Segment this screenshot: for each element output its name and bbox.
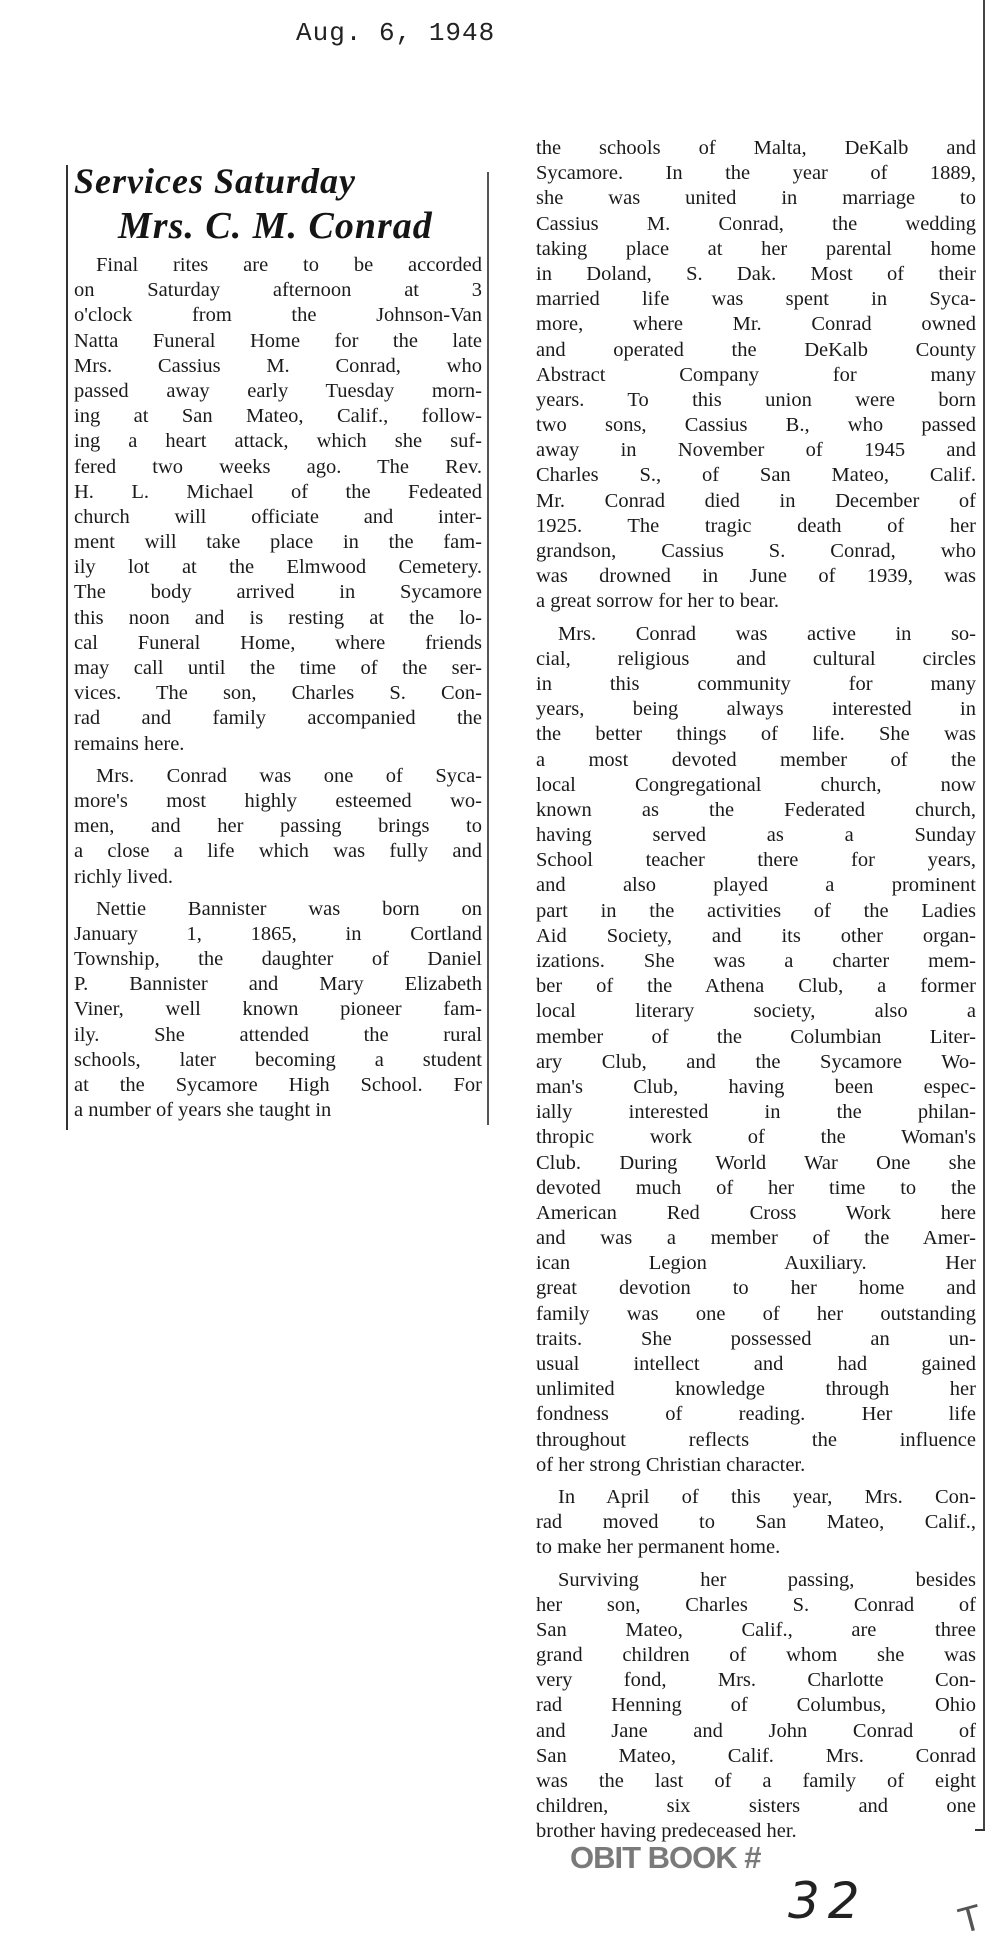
article-line: fered two weeks ago. The Rev.	[74, 455, 482, 478]
article-line: Abstract Company for many	[536, 363, 976, 386]
article-line: Natta Funeral Home for the late	[74, 329, 482, 352]
article-line: H. L. Michael of the Fedeated	[74, 480, 482, 503]
article-line: Mrs. Conrad was one of Syca-	[96, 764, 482, 787]
article-line: San Mateo, Calif. Mrs. Conrad	[536, 1744, 976, 1767]
article-line: men, and her passing brings to	[74, 815, 482, 838]
article-line: ber of the Athena Club, a former	[536, 975, 976, 998]
article-line: o'clock from the Johnson-Van	[74, 304, 482, 327]
handwritten-number: 32	[788, 1872, 868, 1930]
article-line: Aid Society, and its other organ-	[536, 924, 976, 947]
article-line: a most devoted member of the	[536, 748, 976, 771]
article-line: ing at San Mateo, Calif., follow-	[74, 405, 482, 428]
left-article-column	[74, 253, 482, 1123]
left-column-rule	[66, 165, 68, 1130]
article-line: Charles S., of San Mateo, Calif.	[536, 464, 976, 487]
article-paragraph	[536, 1568, 976, 1845]
article-line: at the Sycamore High School. For	[74, 1074, 482, 1096]
article-line: married life was spent in Syca-	[536, 288, 976, 311]
article-line: in this community for many	[536, 672, 976, 695]
article-line: Township, the daughter of Daniel	[74, 948, 482, 971]
article-line: and also played a prominent	[536, 874, 976, 897]
article-line: ing a heart attack, which she suf-	[74, 430, 482, 453]
article-line: San Mateo, Calif., are three	[536, 1618, 976, 1641]
article-line: ican Legion Auxiliary. Her	[536, 1252, 976, 1275]
article-line: to make her permanent home.	[536, 1536, 781, 1559]
article-line: of her strong Christian character.	[536, 1453, 806, 1476]
article-line: local Congregational church, now	[536, 773, 976, 796]
article-paragraph	[536, 622, 976, 1478]
article-line: rad moved to San Mateo, Calif.,	[536, 1511, 976, 1534]
article-line: rad Henning of Columbus, Ohio	[536, 1694, 976, 1717]
article-line: ary Club, and the Sycamore Wo-	[536, 1050, 976, 1073]
article-line: Club. During World War One she	[536, 1151, 976, 1174]
article-line: richly lived.	[74, 865, 174, 888]
article-line: this noon and is resting at the lo-	[74, 606, 482, 629]
headline-line-1: Services Saturday	[74, 161, 356, 201]
article-line: Final rites are to be accorded	[96, 254, 482, 276]
article-line: In April of this year, Mrs. Con-	[558, 1485, 976, 1508]
article-paragraph	[536, 1485, 976, 1561]
article-line: traits. She possessed an un-	[536, 1327, 976, 1350]
article-line: very fond, Mrs. Charlotte Con-	[536, 1669, 976, 1692]
article-paragraph	[74, 764, 482, 890]
right-article-column	[536, 136, 976, 1845]
column-divider-rule	[487, 172, 489, 1125]
article-line: devoted much of her time to the	[536, 1176, 976, 1199]
article-line: years, being always interested in	[536, 698, 976, 721]
dateline: Aug. 6, 1948	[296, 18, 496, 48]
article-line: P. Bannister and Mary Elizabeth	[74, 973, 482, 996]
right-column-rule	[983, 0, 985, 1830]
article-line: a number of years she taught in	[74, 1099, 332, 1122]
article-line: ily lot at the Elmwood Cemetery.	[74, 556, 482, 579]
article-line: more, where Mr. Conrad owned	[536, 313, 976, 336]
article-line: Surviving her passing, besides	[558, 1568, 976, 1591]
article-line: and was a member of the Amer-	[536, 1227, 976, 1250]
article-line: thropic work of the Woman's	[536, 1126, 976, 1149]
article-line: grandson, Cassius S. Conrad, who	[536, 540, 976, 562]
article-line: on Saturday afternoon at 3	[74, 279, 482, 302]
article-line: brother having predeceased her.	[536, 1820, 797, 1843]
article-paragraph	[74, 253, 482, 757]
article-line: Cassius M. Conrad, the wedding	[536, 212, 976, 235]
article-line: man's Club, having been espec-	[536, 1075, 976, 1098]
article-line: Sycamore. In the year of 1889,	[536, 162, 976, 185]
article-line: passed away early Tuesday morn-	[74, 379, 482, 402]
article-line: the schools of Malta, DeKalb and	[536, 137, 976, 159]
article-line: cal Funeral Home, where friends	[74, 631, 482, 654]
article-line: may call until the time of the ser-	[74, 657, 482, 679]
article-line: remains here.	[74, 732, 185, 755]
article-line: January 1, 1865, in Cortland	[74, 922, 482, 945]
corner-pencil-mark: T	[955, 1897, 986, 1943]
article-line: Nettie Bannister was born on	[96, 897, 482, 920]
article-line: children, six sisters and one	[536, 1795, 976, 1818]
article-line: having served as a Sunday	[536, 824, 976, 847]
article-line: local literary society, also a	[536, 1000, 976, 1023]
article-line: American Red Cross Work here	[536, 1201, 976, 1224]
article-line: and operated the DeKalb County	[536, 338, 976, 361]
article-line: was the last of a family of eight	[536, 1770, 976, 1792]
bottom-corner-rule	[975, 1829, 985, 1831]
article-line: two sons, Cassius B., who passed	[536, 414, 976, 437]
article-line: family was one of her outstanding	[536, 1302, 976, 1325]
article-line: ment will take place in the fam-	[74, 531, 482, 554]
article-line: fondness of reading. Her life	[536, 1403, 976, 1426]
article-line: vices. The son, Charles S. Con-	[74, 682, 482, 705]
article-line: taking place at her parental home	[536, 237, 976, 260]
article-line: Mr. Conrad died in December of	[536, 489, 976, 512]
article-line: Viner, well known pioneer fam-	[74, 998, 482, 1021]
article-line: a great sorrow for her to bear.	[536, 590, 780, 613]
article-paragraph	[74, 897, 482, 1124]
article-line: the better things of life. She was	[536, 723, 976, 746]
article-line: more's most highly esteemed wo-	[74, 789, 482, 812]
article-line: izations. She was a charter mem-	[536, 950, 976, 972]
article-line: great devotion to her home and	[536, 1277, 976, 1300]
article-line: was drowned in June of 1939, was	[536, 565, 976, 588]
article-line: throughout reflects the influence	[536, 1428, 976, 1451]
article-line: her son, Charles S. Conrad of	[536, 1593, 976, 1616]
article-line: schools, later becoming a student	[74, 1048, 482, 1071]
article-line: usual intellect and had gained	[536, 1353, 976, 1375]
obit-book-stamp: OBIT BOOK #	[570, 1840, 761, 1875]
article-line: cial, religious and cultural circles	[536, 647, 976, 670]
article-line: she was united in marriage to	[536, 187, 976, 210]
article-line: known as the Federated church,	[536, 798, 976, 821]
article-line: ially interested in the philan-	[536, 1101, 976, 1124]
article-line: Mrs. Conrad was active in so-	[558, 622, 976, 645]
article-line: rad and family accompanied the	[74, 707, 482, 730]
article-line: 1925. The tragic death of her	[536, 514, 976, 537]
article-line: church will officiate and inter-	[74, 505, 482, 528]
article-line: member of the Columbian Liter-	[536, 1025, 976, 1048]
article-line: part in the activities of the Ladies	[536, 899, 976, 922]
article-paragraph	[536, 136, 976, 615]
article-line: and Jane and John Conrad of	[536, 1719, 976, 1742]
article-line: ily. She attended the rural	[74, 1023, 482, 1046]
headline-line-2: Mrs. C. M. Conrad	[118, 205, 433, 247]
article-line: unlimited knowledge through her	[536, 1378, 976, 1401]
article-line: in Doland, S. Dak. Most of their	[536, 262, 976, 285]
article-line: away in November of 1945 and	[536, 439, 976, 462]
article-line: grand children of whom she was	[536, 1644, 976, 1667]
article-line: School teacher there for years,	[536, 849, 976, 872]
article-line: The body arrived in Sycamore	[74, 581, 482, 604]
article-line: years. To this union were born	[536, 388, 976, 411]
article-line: a close a life which was fully and	[74, 840, 482, 863]
article-line: Mrs. Cassius M. Conrad, who	[74, 354, 482, 377]
